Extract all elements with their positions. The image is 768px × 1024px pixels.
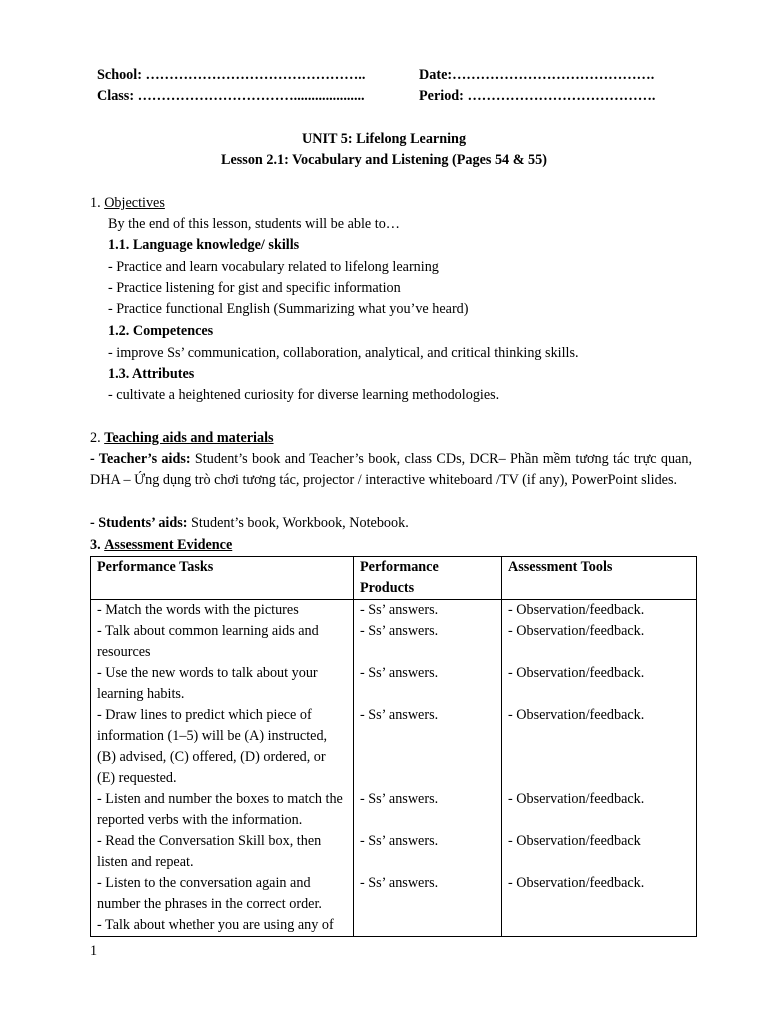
product-cell: - Ss’ answers. — [354, 705, 502, 789]
tool-cell: - Observation/feedback. — [502, 873, 697, 915]
class-field: Class: …………………………….................... — [97, 88, 365, 104]
students-aids — [90, 513, 409, 534]
table-row — [91, 663, 697, 705]
assessment-number: 3. — [90, 537, 101, 553]
students-aids-text: Student’s book, Workbook, Notebook. — [187, 515, 409, 531]
aids-number: 2. — [90, 430, 101, 446]
task-cell: - Listen and number the boxes to match the reported verbs with the information. — [91, 789, 354, 831]
knowledge-item: - Practice and learn vocabulary related to lifelong learning — [108, 259, 439, 275]
product-cell: - Ss’ answers. — [354, 789, 502, 831]
unit-title: UNIT 5: Lifelong Learning — [301, 131, 467, 147]
tool-cell: - Observation/feedback — [502, 831, 697, 873]
task-cell: - Talk about whether you are using any of — [91, 915, 354, 937]
teacher-aids-text: Student’s book and Teacher’s book, class CDs, DCR– Phần mềm tương tác trực quan, DHA – Ứng dụng trò chơi tương tác, projector / interactive whiteboard /TV (if any), PowerPoint slides. — [90, 451, 692, 488]
assessment-table — [90, 556, 697, 937]
competences-text: - improve Ss’ communication, collaboration, analytical, and critical thinking skills. — [108, 345, 579, 361]
table-row — [91, 600, 697, 622]
attributes-heading: 1.3. Attributes — [108, 366, 195, 382]
objectives-intro: By the end of this lesson, students will be able to… — [108, 216, 400, 232]
period-field: Period: …………………………………. — [419, 88, 656, 104]
column-header-products: Performance Products — [354, 557, 502, 600]
table-row — [91, 915, 697, 937]
product-cell: - Ss’ answers. — [354, 621, 502, 663]
tool-cell — [502, 915, 697, 937]
lesson-title: Lesson 2.1: Vocabulary and Listening (Pages 54 & 55) — [221, 152, 547, 168]
task-cell: - Talk about common learning aids and resources — [91, 621, 354, 663]
competences-heading: 1.2. Competences — [108, 323, 214, 339]
knowledge-item: - Practice functional English (Summarizing what you’ve heard) — [108, 301, 469, 317]
objectives-heading-text: Objectives — [104, 195, 165, 211]
table-row — [91, 873, 697, 915]
teacher-aids-label: - Teacher’s aids: — [90, 451, 191, 467]
page-number: 1 — [90, 943, 98, 959]
tool-cell: - Observation/feedback. — [502, 789, 697, 831]
task-cell: - Listen to the conversation again and number the phrases in the correct order. — [91, 873, 354, 915]
knowledge-item: - Practice listening for gist and specific information — [108, 280, 401, 296]
task-cell: - Use the new words to talk about your learning habits. — [91, 663, 354, 705]
task-cell: - Read the Conversation Skill box, then listen and repeat. — [91, 831, 354, 873]
table-row — [91, 621, 697, 663]
date-field: Date:……………………………………. — [419, 67, 655, 83]
table-row — [91, 789, 697, 831]
product-cell — [354, 915, 502, 937]
knowledge-heading: 1.1. Language knowledge/ skills — [108, 237, 300, 253]
tool-cell: - Observation/feedback. — [502, 600, 697, 622]
column-header-tasks: Performance Tasks — [91, 557, 354, 600]
product-cell: - Ss’ answers. — [354, 873, 502, 915]
students-aids-label: - Students’ aids: — [90, 515, 188, 531]
assessment-heading-text: Assessment Evidence — [104, 537, 233, 553]
tool-cell: - Observation/feedback. — [502, 663, 697, 705]
objectives-heading — [90, 193, 165, 214]
aids-heading — [90, 428, 274, 449]
aids-heading-text: Teaching aids and materials — [104, 430, 274, 446]
tool-cell: - Observation/feedback. — [502, 621, 697, 663]
product-cell: - Ss’ answers. — [354, 831, 502, 873]
product-cell: - Ss’ answers. — [354, 600, 502, 622]
assessment-heading — [90, 535, 232, 556]
objectives-number: 1. — [90, 195, 101, 211]
column-header-tools: Assessment Tools — [502, 557, 697, 600]
school-field: School: ……………………………………….. — [97, 67, 366, 83]
task-cell: - Match the words with the pictures — [91, 600, 354, 622]
table-row — [91, 831, 697, 873]
table-row — [91, 705, 697, 789]
table-header-row — [91, 557, 697, 600]
tool-cell: - Observation/feedback. — [502, 705, 697, 789]
teacher-aids — [90, 449, 692, 491]
attributes-text: - cultivate a heightened curiosity for diverse learning methodologies. — [108, 387, 500, 403]
task-cell: - Draw lines to predict which piece of information (1–5) will be (A) instructed, (B) advised, (C) offered, (D) ordered, or (E) requested. — [91, 705, 354, 789]
product-cell: - Ss’ answers. — [354, 663, 502, 705]
